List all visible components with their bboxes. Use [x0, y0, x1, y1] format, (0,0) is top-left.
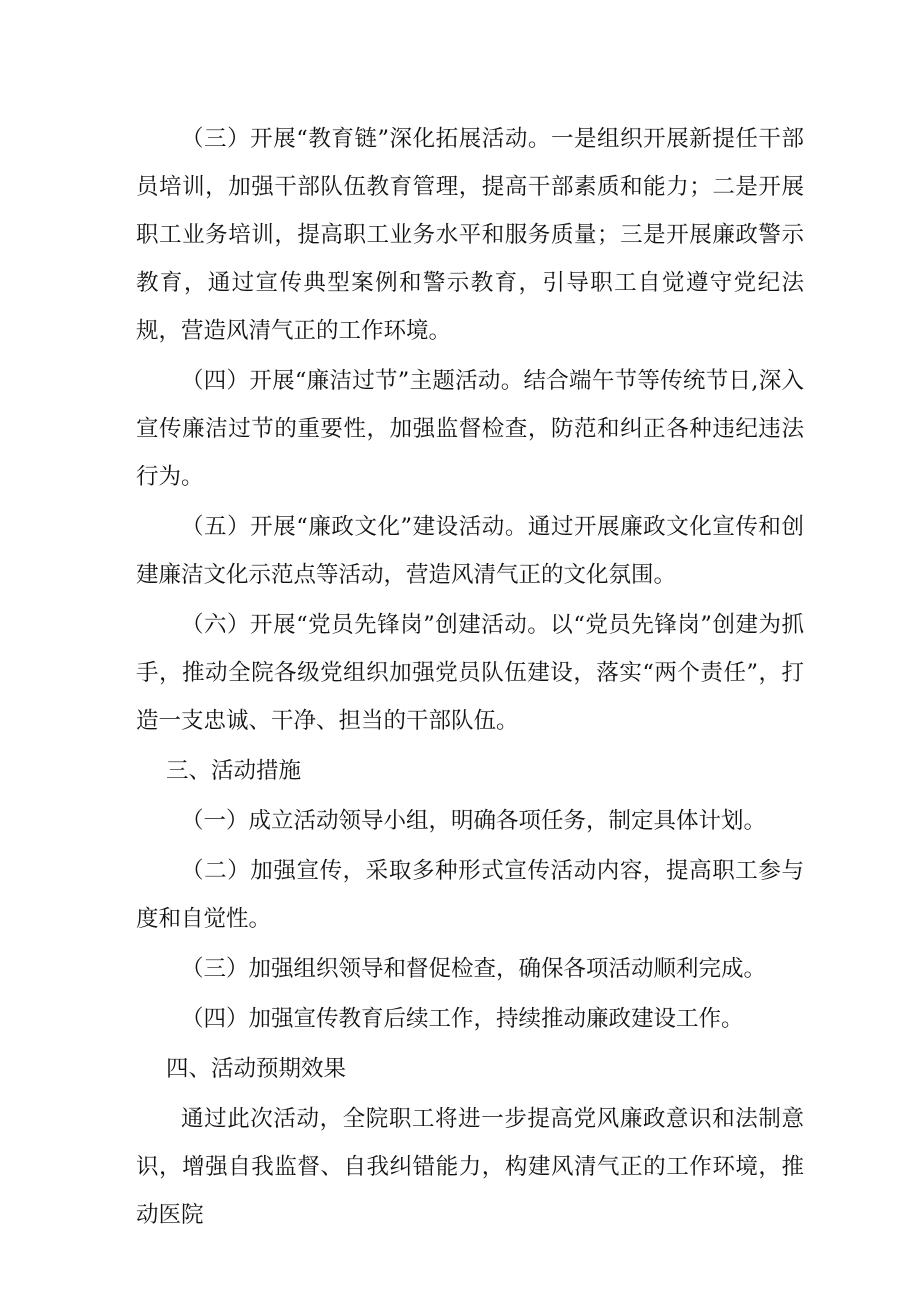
document-body — [136, 115, 804, 1239]
measure-item-4: （四）加强宣传教育后续工作，持续推动廉政建设工作。 — [181, 1006, 744, 1032]
paragraph-education-chain: （三）开展“教育链”深化拓展活动。一是组织开展新提任干部员培训，加强干部队伍教育管理，提高干部素质和能力；二是开展职工业务培训，提高职工业务水平和服务质量；三是开展廉政警示教育，通过宣传典型案例和警示教育，引导职工自觉遵守党纪法规，营造风清气正的工作环境。 — [136, 126, 804, 344]
measure-item-2: （二）加强宣传，采取多种形式宣传活动内容，提高职工参与度和自觉性。 — [136, 858, 804, 932]
section-heading-expected-effects: 四、活动预期效果 — [166, 1056, 347, 1082]
measure-item-1: （一）成立活动领导小组，明确各项任务，制定具体计划。 — [181, 808, 767, 834]
paragraph-party-pioneer: （六）开展“党员先锋岗”创建活动。以“党员先锋岗”创建为抓手，推动全院各级党组织加强党员队伍建设，落实“两个责任”，打造一支忠诚、干净、担当的干部队伍。 — [136, 612, 804, 734]
section-heading-measures: 三、活动措施 — [166, 758, 302, 784]
paragraph-clean-holiday: （四）开展“廉洁过节”主题活动。结合端午节等传统节日,深入宣传廉洁过节的重要性，加强监督检查，防范和纠正各种违纪违法行为。 — [136, 368, 804, 490]
measure-item-3: （三）加强组织领导和督促检查，确保各项活动顺利完成。 — [181, 956, 767, 982]
paragraph-clean-culture: （五）开展“廉政文化”建设活动。通过开展廉政文化宣传和创建廉洁文化示范点等活动，营造风清气正的文化氛围。 — [136, 514, 804, 588]
paragraph-expected-effects: 通过此次活动，全院职工将进一步提高党风廉政意识和法制意识，增强自我监督、自我纠错能力，构建风清气正的工作环境，推动医院 — [136, 1106, 804, 1228]
